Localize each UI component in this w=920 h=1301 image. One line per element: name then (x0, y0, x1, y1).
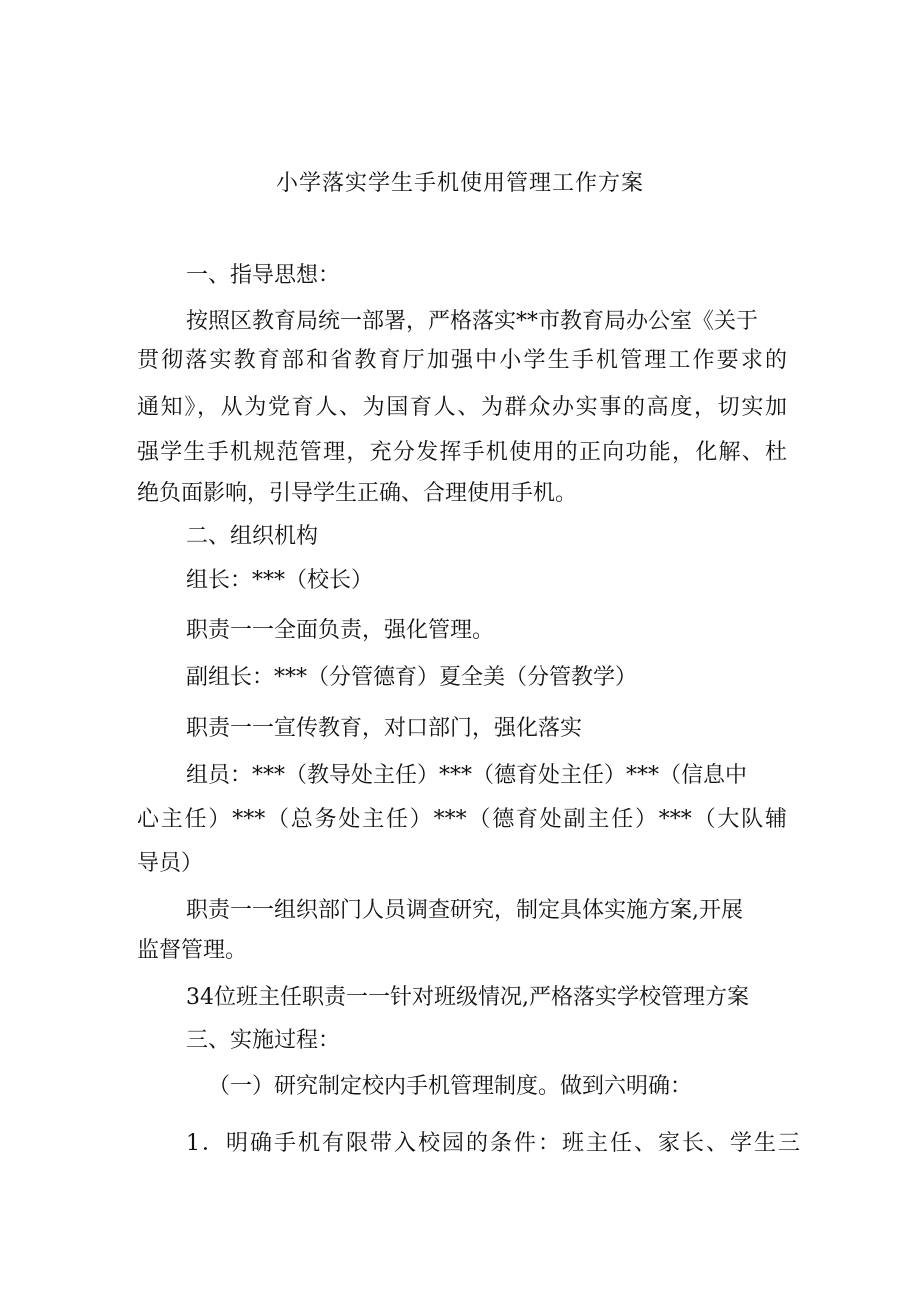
deputy-line: 副组长：***（分管德育）夏全美（分管教学） (186, 665, 638, 690)
section2-heading: 二、组织机构 (186, 524, 319, 549)
members-duty-line: 职责一一组织部门人员调查研究，制定具体实施方案,开展 (186, 898, 743, 923)
members-duty-line: 监督管理。 (137, 938, 248, 963)
members-line: 组员：***（教导处主任）***（德育处主任）***（信息中 (186, 763, 748, 788)
document-title: 小学落实学生手机使用管理工作方案 (275, 171, 644, 196)
teachers-duty-line: 34位班主任职责一一针对班级情况,严格落实学校管理方案 (186, 985, 749, 1010)
section1-para-line: 通知》，从为党育人、为国育人、为群众办实事的高度，切实加 (137, 395, 787, 420)
section1-heading: 一、指导思想： (186, 263, 341, 288)
deputy-duty-line: 职责一一宣传教育，对口部门，强化落实 (186, 716, 583, 741)
section1-para-line: 强学生手机规范管理，充分发挥手机使用的正向功能，化解、杜 (137, 440, 787, 465)
members-line: 心主任）***（总务处主任）***（德育处副主任）***（大队辅 (137, 807, 787, 832)
section1-para-line: 贯彻落实教育部和省教育厅加强中小学生手机管理工作要求的 (137, 348, 787, 373)
leader-line: 组长：***（校长） (186, 568, 374, 593)
subsection1-line: （一）研究制定校内手机管理制度。做到六明确： (208, 1074, 693, 1099)
item1-line: 1．明确手机有限带入校园的条件：班主任、家长、学生三 (186, 1131, 802, 1156)
section3-heading: 三、实施过程： (186, 1028, 341, 1053)
section1-para-line: 绝负面影响，引导学生正确、合理使用手机。 (137, 481, 578, 506)
section1-para-line: 按照区教育局统一部署，严格落实**市教育局办公室《关于 (186, 309, 759, 334)
members-line: 导员） (137, 851, 204, 876)
leader-duty-line: 职责一一全面负责，强化管理。 (186, 618, 495, 643)
